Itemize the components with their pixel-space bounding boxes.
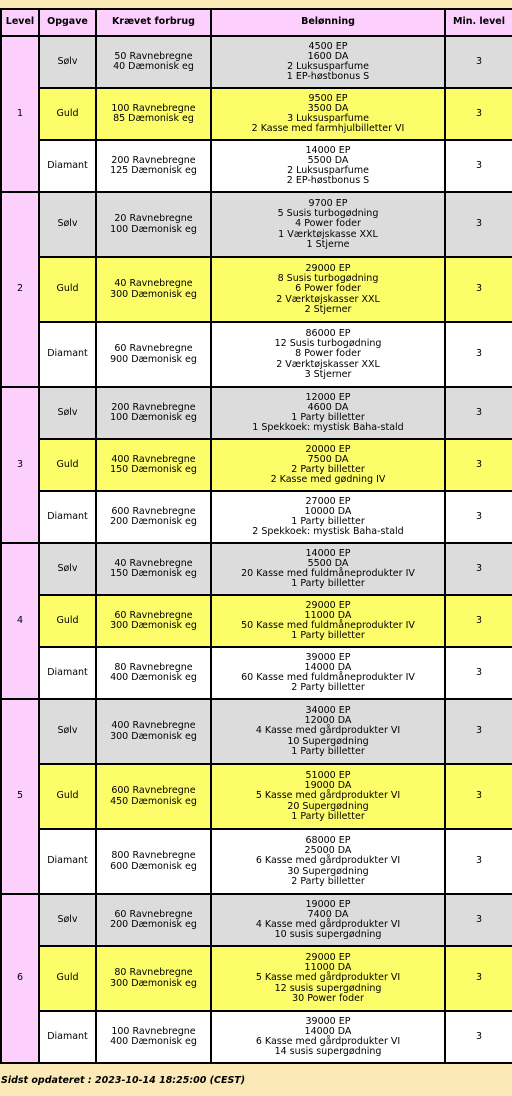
reward-cell [211, 829, 445, 894]
required-cell [96, 1011, 211, 1063]
required-line: 100 Dæmonisk eg [110, 412, 197, 423]
required-line: 100 Dæmonisk eg [110, 223, 197, 235]
reward-line: 9700 EP [308, 197, 348, 209]
table-row [1, 894, 512, 946]
reward-line: 9500 EP [308, 92, 348, 104]
reward-line: 50 Kasse med fuldmåneprodukter IV [241, 620, 415, 631]
min-level-cell: 3 [445, 764, 512, 829]
reward-line: 68000 EP [305, 834, 351, 846]
reward-line: 2 Værktøjskasser XXL [276, 358, 380, 370]
required-line: 200 Dæmonisk eg [110, 919, 197, 930]
reward-line: 11000 DA [304, 962, 352, 974]
required-line: 200 Dæmonisk eg [110, 516, 197, 527]
reward-line: 1 Party billetter [291, 745, 365, 757]
min-level-cell: 3 [445, 699, 512, 764]
task-name-cell: Guld [39, 439, 96, 491]
min-level-cell: 3 [445, 491, 512, 543]
reward-cell [211, 192, 445, 257]
required-cell [96, 322, 211, 387]
required-cell [96, 543, 211, 595]
required-line: 100 Ravnebregne [111, 1025, 196, 1037]
reward-cell [211, 322, 445, 387]
required-line: 60 Ravnebregne [114, 343, 193, 355]
reward-line: 4 Kasse med gårdprodukter VI [255, 725, 401, 737]
reward-line: 1 Spekkoek: mystisk Baha-stald [252, 422, 404, 434]
reward-cell [211, 595, 445, 647]
required-line: 100 Ravnebregne [111, 102, 196, 114]
reward-line: 2 Spekkoek: mystisk Baha-stald [252, 526, 404, 538]
required-line: 80 Ravnebregne [114, 967, 193, 979]
level-cell: 2 [1, 192, 39, 387]
required-line: 150 Dæmonisk eg [110, 464, 197, 475]
reward-line: 1 Party billetter [291, 516, 365, 527]
required-line: 600 Dæmonisk eg [110, 860, 197, 872]
task-name-cell: Diamant [39, 829, 96, 894]
min-level-cell: 3 [445, 88, 512, 140]
reward-line: 30 Power foder [292, 992, 364, 1004]
task-name-cell: Diamant [39, 322, 96, 387]
task-name-cell: Sølv [39, 192, 96, 257]
reward-line: 34000 EP [305, 704, 351, 716]
table-row [1, 1011, 512, 1063]
header-required: Krævet forbrug [96, 9, 211, 36]
required-line: 400 Ravnebregne [111, 720, 196, 732]
reward-line: 2 Stjerner [304, 303, 352, 315]
reward-line: 5500 DA [307, 154, 349, 166]
reward-line: 60 Kasse med fuldmåneprodukter IV [241, 672, 415, 683]
reward-line: 6 Power foder [295, 283, 361, 295]
reward-line: 8 Susis turbogødning [277, 273, 379, 285]
header-level: Level [1, 9, 39, 36]
reward-line: 3 Luksusparfume [287, 113, 369, 124]
reward-line: 2 Party billetter [291, 464, 365, 475]
reward-line: 2 Kasse med gødning IV [270, 474, 386, 486]
table-row [1, 88, 512, 140]
reward-line: 2 Party billetter [291, 875, 365, 887]
reward-line: 20 Kasse med fuldmåneprodukter IV [241, 568, 415, 579]
task-name-cell: Sølv [39, 894, 96, 946]
reward-line: 1 Party billetter [291, 578, 365, 590]
reward-cell [211, 647, 445, 699]
reward-line: 20000 EP [305, 443, 351, 455]
table-row [1, 543, 512, 595]
reward-line: 29000 EP [305, 951, 351, 963]
reward-cell [211, 439, 445, 491]
reward-line: 14000 DA [304, 1025, 352, 1037]
reward-cell [211, 894, 445, 946]
task-name-cell: Diamant [39, 491, 96, 543]
required-line: 300 Dæmonisk eg [110, 730, 197, 742]
required-cell [96, 764, 211, 829]
task-name-cell: Diamant [39, 647, 96, 699]
task-name-cell: Sølv [39, 36, 96, 88]
reward-cell [211, 764, 445, 829]
required-line: 50 Ravnebregne [114, 50, 193, 62]
required-cell [96, 88, 211, 140]
reward-line: 14 susis supergødning [274, 1046, 382, 1058]
reward-line: 5 Kasse med gårdprodukter VI [255, 972, 401, 984]
table-row [1, 257, 512, 322]
required-line: 85 Dæmonisk eg [113, 113, 194, 124]
required-line: 600 Ravnebregne [111, 785, 196, 797]
required-cell [96, 894, 211, 946]
table-row [1, 829, 512, 894]
reward-line: 2 Luksusparfume [287, 165, 369, 176]
required-line: 900 Dæmonisk eg [110, 353, 197, 365]
reward-line: 4 Kasse med gårdprodukter VI [255, 919, 401, 930]
reward-line: 10 susis supergødning [274, 929, 382, 941]
table-row [1, 192, 512, 257]
table-row [1, 36, 512, 88]
reward-line: 25000 DA [304, 845, 352, 857]
required-cell [96, 595, 211, 647]
min-level-cell: 3 [445, 543, 512, 595]
reward-line: 39000 EP [305, 651, 351, 663]
reward-line: 1 Værktøjskasse XXL [278, 228, 378, 240]
reward-line: 39000 EP [305, 1015, 351, 1027]
table-row [1, 387, 512, 439]
required-cell [96, 192, 211, 257]
min-level-cell: 3 [445, 647, 512, 699]
reward-line: 6 Kasse med gårdprodukter VI [255, 855, 401, 867]
reward-line: 29000 EP [305, 599, 351, 611]
required-line: 300 Dæmonisk eg [110, 620, 197, 631]
reward-line: 1 Party billetter [291, 630, 365, 642]
required-line: 800 Ravnebregne [111, 850, 196, 862]
required-line: 125 Dæmonisk eg [110, 165, 197, 176]
reward-line: 30 Supergødning [287, 865, 369, 877]
min-level-cell: 3 [445, 829, 512, 894]
rewards-table [0, 8, 512, 1064]
table-row [1, 491, 512, 543]
reward-line: 14000 EP [305, 547, 351, 559]
reward-line: 27000 EP [305, 495, 351, 507]
task-name-cell: Guld [39, 764, 96, 829]
reward-line: 5 Susis turbogødning [277, 208, 379, 220]
min-level-cell: 3 [445, 257, 512, 322]
reward-line: 7500 DA [307, 453, 349, 465]
reward-cell [211, 387, 445, 439]
required-line: 60 Ravnebregne [114, 609, 193, 621]
required-cell [96, 387, 211, 439]
reward-cell [211, 36, 445, 88]
reward-line: 1 Stjerne [306, 238, 350, 250]
header-reward: Belønning [211, 9, 445, 36]
level-cell: 1 [1, 36, 39, 192]
reward-line: 3500 DA [307, 102, 349, 114]
required-cell [96, 946, 211, 1011]
required-line: 150 Dæmonisk eg [110, 568, 197, 579]
task-name-cell: Guld [39, 946, 96, 1011]
reward-line: 10 Supergødning [287, 735, 369, 747]
required-line: 400 Ravnebregne [111, 453, 196, 465]
required-cell [96, 257, 211, 322]
reward-line: 51000 EP [305, 769, 351, 781]
required-line: 450 Dæmonisk eg [110, 795, 197, 807]
reward-line: 19000 DA [304, 780, 352, 792]
reward-cell [211, 1011, 445, 1063]
table-row [1, 764, 512, 829]
task-name-cell: Diamant [39, 1011, 96, 1063]
reward-cell [211, 491, 445, 543]
required-line: 300 Dæmonisk eg [110, 288, 197, 300]
min-level-cell: 3 [445, 894, 512, 946]
level-cell: 5 [1, 699, 39, 894]
task-name-cell: Guld [39, 257, 96, 322]
level-cell: 6 [1, 894, 39, 1063]
reward-cell [211, 140, 445, 192]
reward-line: 5500 DA [307, 557, 349, 569]
reward-line: 86000 EP [305, 327, 351, 339]
reward-line: 4500 EP [308, 40, 348, 52]
reward-cell [211, 257, 445, 322]
min-level-cell: 3 [445, 322, 512, 387]
reward-line: 14000 DA [304, 661, 352, 673]
required-line: 200 Ravnebregne [111, 154, 196, 166]
reward-line: 1 Party billetter [291, 810, 365, 822]
min-level-cell: 3 [445, 439, 512, 491]
reward-line: 1 EP-høstbonus S [286, 71, 370, 83]
reward-line: 7400 DA [307, 908, 349, 920]
reward-line: 6 Kasse med gårdprodukter VI [255, 1036, 401, 1047]
table-row [1, 439, 512, 491]
table-row [1, 595, 512, 647]
required-line: 300 Dæmonisk eg [110, 977, 197, 989]
required-cell [96, 829, 211, 894]
reward-line: 19000 EP [305, 898, 351, 910]
table-row [1, 699, 512, 764]
reward-cell [211, 946, 445, 1011]
task-name-cell: Diamant [39, 140, 96, 192]
reward-line: 11000 DA [304, 609, 352, 621]
reward-line: 20 Supergødning [287, 800, 369, 812]
header-row [1, 9, 512, 36]
reward-line: 12 susis supergødning [274, 982, 382, 994]
table-row [1, 140, 512, 192]
required-cell [96, 647, 211, 699]
reward-line: 2 EP-høstbonus S [286, 175, 370, 187]
level-cell: 4 [1, 543, 39, 699]
reward-line: 1 Party billetter [291, 412, 365, 423]
reward-line: 4600 DA [307, 401, 349, 413]
task-name-cell: Guld [39, 595, 96, 647]
required-line: 400 Dæmonisk eg [110, 672, 197, 683]
required-line: 20 Ravnebregne [114, 213, 193, 225]
reward-line: 2 Kasse med farmhjulbilletter VI [251, 123, 405, 135]
task-name-cell: Sølv [39, 543, 96, 595]
min-level-cell: 3 [445, 36, 512, 88]
reward-line: 4 Power foder [295, 218, 361, 230]
required-line: 40 Dæmonisk eg [113, 61, 194, 72]
reward-line: 5 Kasse med gårdprodukter VI [255, 790, 401, 802]
reward-line: 1600 DA [307, 50, 349, 62]
required-line: 60 Ravnebregne [114, 908, 193, 920]
min-level-cell: 3 [445, 1011, 512, 1063]
required-line: 40 Ravnebregne [114, 278, 193, 290]
min-level-cell: 3 [445, 192, 512, 257]
table-row [1, 647, 512, 699]
reward-line: 2 Party billetter [291, 682, 365, 694]
required-line: 80 Ravnebregne [114, 661, 193, 673]
reward-line: 8 Power foder [295, 348, 361, 360]
reward-line: 10000 DA [304, 505, 352, 517]
reward-line: 12000 EP [305, 391, 351, 403]
task-name-cell: Sølv [39, 699, 96, 764]
reward-line: 14000 EP [305, 144, 351, 156]
reward-line: 29000 EP [305, 262, 351, 274]
header-min-level: Min. level [445, 9, 512, 36]
reward-line: 2 Værktøjskasser XXL [276, 293, 380, 305]
required-line: 400 Dæmonisk eg [110, 1036, 197, 1047]
task-name-cell: Sølv [39, 387, 96, 439]
task-name-cell: Guld [39, 88, 96, 140]
min-level-cell: 3 [445, 387, 512, 439]
required-cell [96, 439, 211, 491]
level-cell: 3 [1, 387, 39, 543]
min-level-cell: 3 [445, 595, 512, 647]
reward-line: 12000 DA [304, 715, 352, 727]
required-line: 40 Ravnebregne [114, 557, 193, 569]
required-cell [96, 36, 211, 88]
reward-cell [211, 543, 445, 595]
required-cell [96, 140, 211, 192]
required-line: 600 Ravnebregne [111, 505, 196, 517]
min-level-cell: 3 [445, 140, 512, 192]
reward-line: 2 Luksusparfume [287, 61, 369, 72]
required-line: 200 Ravnebregne [111, 401, 196, 413]
last-updated-text: Sidst opdateret : 2023-10-14 18:25:00 (CEST) [1, 1075, 246, 1086]
reward-line: 12 Susis turbogødning [274, 338, 382, 350]
reward-cell [211, 88, 445, 140]
reward-line: 3 Stjerner [304, 368, 352, 380]
table-row [1, 322, 512, 387]
required-cell [96, 491, 211, 543]
min-level-cell: 3 [445, 946, 512, 1011]
required-cell [96, 699, 211, 764]
table-row [1, 946, 512, 1011]
header-task: Opgave [39, 9, 96, 36]
reward-cell [211, 699, 445, 764]
